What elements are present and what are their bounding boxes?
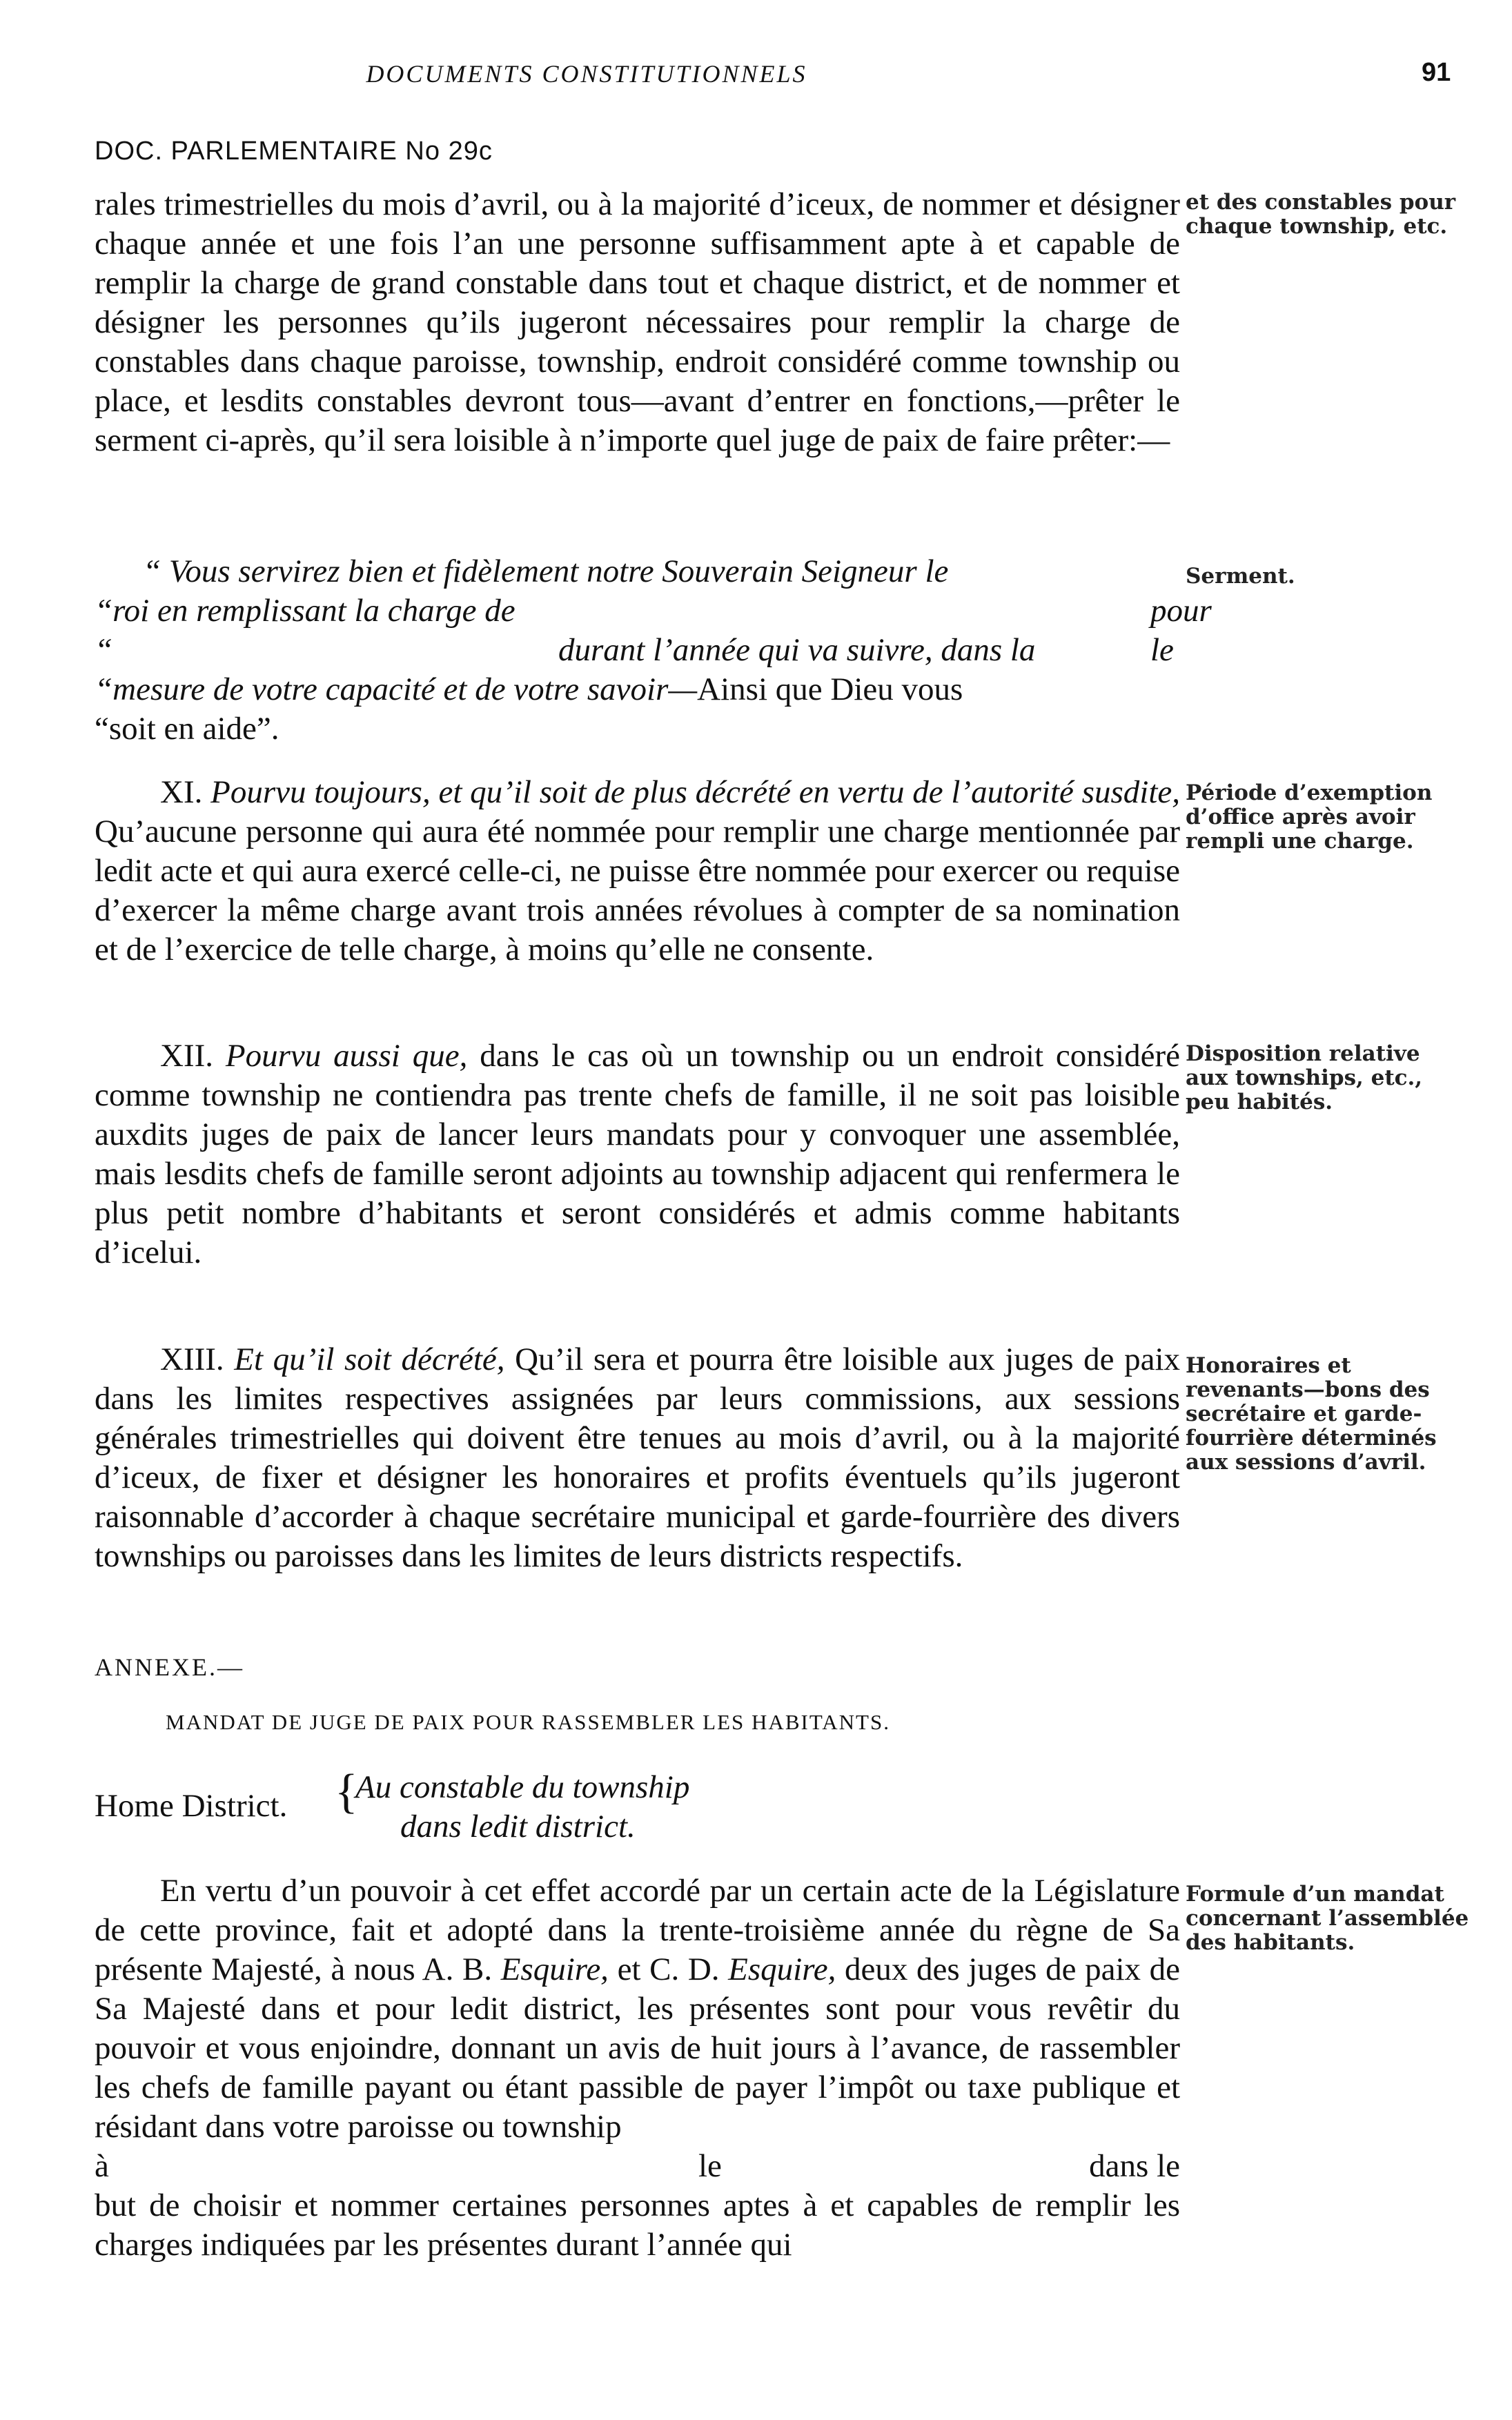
oath-block bbox=[95, 552, 1212, 749]
address-block bbox=[95, 1765, 923, 1865]
section-text: dans le cas où un township ou un endroit considéré comme township ne contiendra pas trente chefs de famille, il ne soit pas loisible auxdits juges de paix de lancer leurs mandats pour y convoquer une assemblée, mais lesdits chefs de famille seront adjoints au township adjacent qui renfermera le plus petit nombre d’habitants et seront considérés et admis comme habitants d’icelui. bbox=[95, 1038, 1180, 1270]
warrant-text: En vertu d’un pouvoir à cet effet accordé par un certain acte de la Législature de cette province, fait et adopté dans la trente-troisième année du règne de Sa présente Majesté, à nous A. B. Esquire, et C. D. Esquire, deux des juges de paix de Sa Majesté dans et pour ledit district, les présentes sont pour vous revêtir du pouvoir et vous enjoindre, donnant un avis de huit jours à l’avance, de rassembler les chefs de famille payant ou étant passible de payer l’impôt ou taxe publique et résidant dans votre paroisse ou township à le dans le but de choisir et nommer certaines personnes aptes à et capables de remplir les charges indiquées par les présentes durant l’année qui bbox=[95, 1873, 1180, 2263]
margin-note-exemption: Période d’exemption d’office après avoir rempli une charge. bbox=[1186, 780, 1433, 854]
blank-le: le bbox=[698, 2148, 722, 2184]
oath-line-4: “mesure de votre capacité et de votre savoir— bbox=[95, 671, 698, 707]
oath-line-3-quote: “ bbox=[95, 632, 113, 668]
annex-title: MANDAT DE JUGE DE PAIX POUR RASSEMBLER LES HABITANTS. bbox=[166, 1710, 890, 1734]
addressee-line-2: dans ledit district. bbox=[400, 1809, 636, 1844]
section-xii bbox=[95, 1036, 1180, 1272]
section-number: XIII. bbox=[160, 1341, 224, 1377]
oath-line-1: “ Vous servirez bien et fidèlement notre Souverain Seigneur le bbox=[143, 553, 949, 589]
margin-note-serment: Serment. bbox=[1186, 564, 1295, 589]
blank-a: à bbox=[95, 2148, 109, 2184]
section-lead: Pourvu aussi que, bbox=[225, 1038, 468, 1074]
brace-mark: { bbox=[335, 1765, 358, 1818]
margin-note-honoraires: Honoraires et revenants—bons des secrétaire et garde-fourrière déterminés aux sessions d’avril. bbox=[1186, 1353, 1437, 1475]
blank-dans: dans le bbox=[1089, 2148, 1180, 2184]
margin-note-townships: Disposition relative aux townships, etc., peu habités. bbox=[1186, 1041, 1423, 1114]
section-lead: Et qu’il soit décrété, bbox=[234, 1341, 505, 1377]
running-title: DOCUMENTS CONSTITUTIONNELS bbox=[366, 60, 807, 88]
section-number: XI. bbox=[160, 774, 203, 810]
oath-line-2: “roi en remplissant la charge de bbox=[95, 593, 516, 629]
margin-note-constables: et des constables pour chaque township, etc. bbox=[1186, 190, 1456, 239]
paragraph-continuation bbox=[95, 185, 1180, 460]
margin-note-formule: Formule d’un mandat concernant l’assemblée des habitants. bbox=[1186, 1882, 1469, 1955]
section-number: XII. bbox=[160, 1038, 213, 1074]
paragraph-text: rales trimestrielles du mois d’avril, ou à la majorité d’iceux, de nommer et désigner chaque année et une fois l’an une personne suffisamment apte à et capable de remplir la charge de grand constable dans tout et chaque district, et de nommer et désigner les personnes qu’ils jugeront nécessaires pour remplir la charge de constables dans chaque paroisse, township, endroit considéré comme township ou place, et lesdits constables devront tous—avant d’entrer en fonctions,—prêter le serment ci-après, qu’il sera loisible à n’importe quel juge de paix de faire prêter:— bbox=[95, 186, 1180, 458]
section-text: Qu’il sera et pourra être loisible aux juges de paix dans les limites respectives assignées par leurs commissions, aux sessions générales trimestrielles qui doivent être tenues au mois d’avril, ou à la majorité d’iceux, de fixer et désigner les honoraires et profits éventuels qu’ils jugeront raisonnable d’accorder à chaque secrétaire municipal et garde-fourrière des divers townships ou paroisses dans les limites de leurs districts respectifs. bbox=[95, 1341, 1181, 1574]
oath-line-2-end: pour le bbox=[1150, 593, 1212, 668]
page-number: 91 bbox=[1422, 58, 1451, 87]
annex-label: ANNEXE.— bbox=[95, 1653, 244, 1681]
section-lead: Pourvu toujours, et qu’il soit de plus décrété en vertu de l’autorité susdite, bbox=[210, 774, 1180, 810]
section-xiii bbox=[95, 1340, 1180, 1576]
section-xi bbox=[95, 773, 1180, 970]
document-label: DOC. PARLEMENTAIRE No 29c bbox=[95, 137, 493, 166]
section-text: Qu’aucune personne qui aura été nommée pour remplir une charge mentionnée par ledit acte et qui aura exercé celle-ci, ne puisse être nommée pour exercer ou requise d’exercer la même charge avant trois années révolues à compter de sa nomination et de l’exercice de telle charge, à moins qu’elle ne consente. bbox=[95, 814, 1180, 967]
oath-line-3: durant l’année qui va suivre, dans la bbox=[558, 632, 1036, 668]
district-name: Home District. bbox=[95, 1788, 288, 1824]
oath-line-5: “soit en aide”. bbox=[95, 711, 279, 747]
oath-line-4-end: Ainsi que Dieu vous bbox=[697, 671, 963, 707]
addressee-line-1: Au constable du township bbox=[355, 1769, 690, 1805]
